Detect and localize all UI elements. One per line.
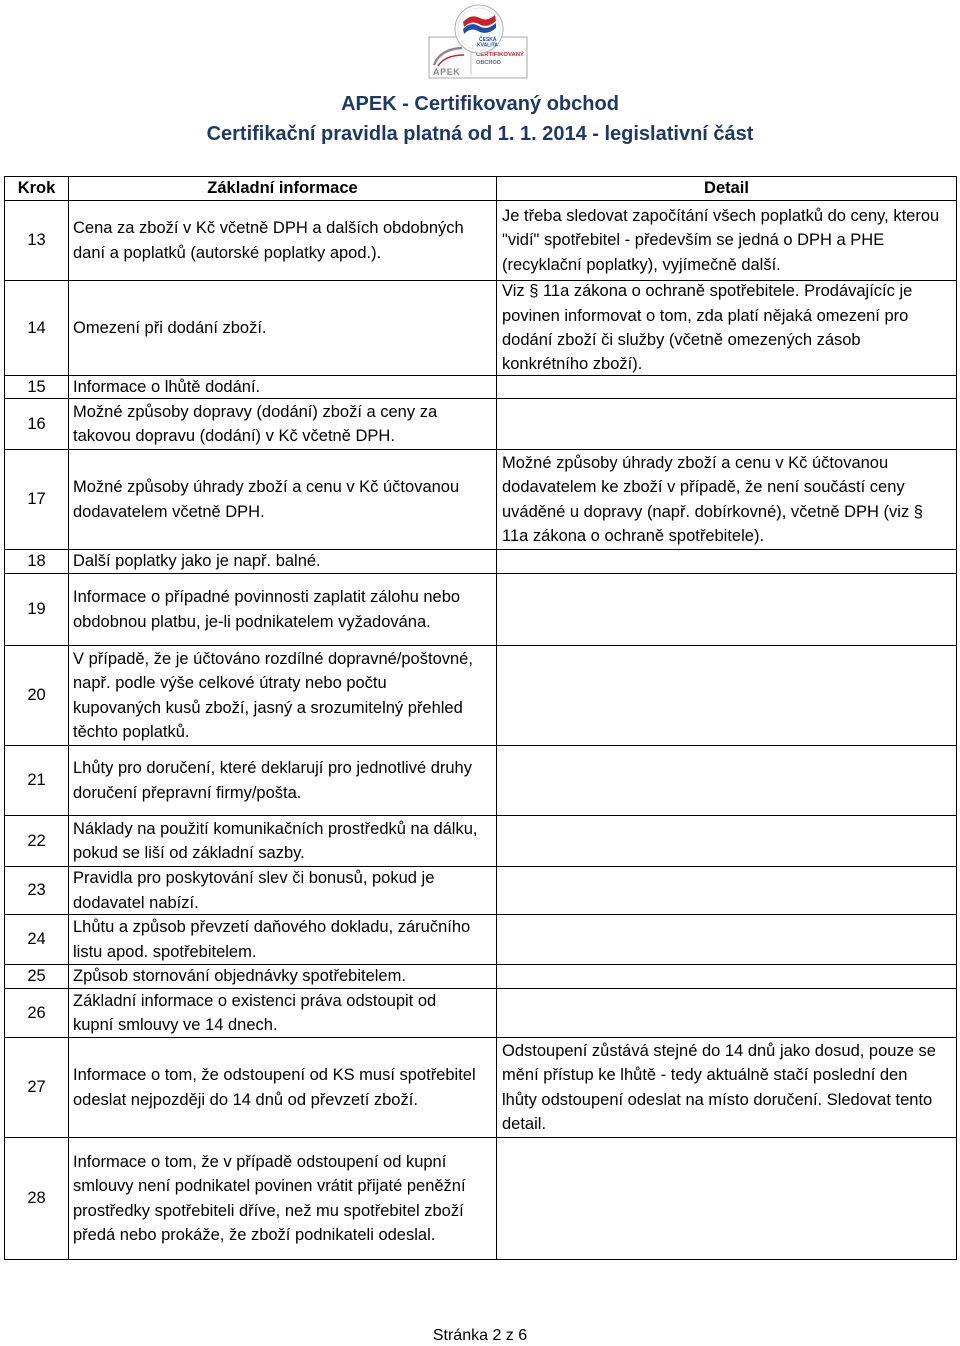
table-header-row [5, 177, 956, 201]
basic-info-cell [69, 574, 497, 645]
basic-info-cell [69, 965, 497, 988]
logo-badge-line1: CERTIFIKOVANÝ [476, 52, 522, 58]
step-number: 17 [27, 490, 46, 509]
step-number: 14 [27, 318, 46, 337]
step-cell [5, 281, 69, 375]
step-cell [5, 550, 69, 573]
step-cell [5, 646, 69, 745]
table-row [5, 450, 956, 550]
basic-info-cell [69, 201, 497, 280]
step-number: 28 [27, 1189, 46, 1208]
step-number: 22 [27, 831, 46, 850]
basic-info-text: Cena za zboží v Kč včetně DPH a dalších obdobných daní a poplatků (autorské poplatky apod.). [73, 219, 464, 262]
step-cell [5, 746, 69, 815]
detail-cell [497, 1138, 956, 1259]
basic-info-cell [69, 646, 497, 745]
table-row [5, 550, 956, 574]
step-number: 19 [27, 600, 46, 619]
document-subtitle: Certifikační pravidla platná od 1. 1. 2014 - legislativní část [206, 123, 754, 145]
detail-cell [497, 915, 956, 964]
detail-cell [497, 816, 956, 866]
table-row [5, 1138, 956, 1259]
basic-info-cell [69, 746, 497, 815]
document-title: APEK - Certifikovaný obchod [341, 93, 619, 115]
basic-info-cell [69, 867, 497, 914]
basic-info-cell [69, 550, 497, 573]
detail-cell [497, 281, 956, 375]
step-number: 24 [27, 930, 46, 949]
table-row [5, 1038, 956, 1138]
basic-info-cell [69, 816, 497, 866]
detail-cell [497, 376, 956, 398]
detail-cell [497, 646, 956, 745]
basic-info-text: Pravidla pro poskytování slev či bonusů, pokud je dodavatel nabízí. [73, 869, 435, 912]
basic-info-cell [69, 915, 497, 964]
step-cell [5, 1138, 69, 1259]
basic-info-cell [69, 1038, 497, 1137]
detail-cell [497, 574, 956, 645]
detail-cell [497, 1038, 956, 1137]
basic-info-text: Informace o tom, že v případě odstoupení od kupní smlouvy není podnikatel povinen vrátit přijaté peněžní prostředky spotřebiteli dříve, než mu spotřebitel zboží předá nebo prokáže, že zboží podnikateli odeslal. [73, 1152, 466, 1244]
table-row [5, 965, 956, 989]
basic-info-text: Náklady na použití komunikačních prostředků na dálku, pokud se liší od základní sazby. [73, 819, 478, 862]
basic-info-text: Informace o případné povinnosti zaplatit zálohu nebo obdobnou platbu, je-li podnikatelem vyžadována. [73, 588, 461, 631]
basic-info-cell [69, 1138, 497, 1259]
step-number: 21 [27, 771, 46, 790]
detail-cell [497, 746, 956, 815]
basic-info-text: Informace o lhůtě dodání. [73, 377, 261, 396]
step-cell [5, 1038, 69, 1137]
table-row [5, 746, 956, 816]
detail-cell [497, 965, 956, 988]
basic-info-text: V případě, že je účtováno rozdílné dopravné/poštovné, např. podle výše celkové útraty nebo počtu kupovaných kusů zboží, jasný a srozumitelný přehled těchto poplatků. [73, 649, 473, 741]
basic-info-text: Způsob stornování objednávky spotřebitelem. [73, 967, 406, 986]
basic-info-text: Možné způsoby dopravy (dodání) zboží a ceny za takovou dopravu (dodání) v Kč včetně DPH. [73, 402, 438, 445]
step-number: 16 [27, 414, 46, 433]
basic-info-text: Informace o tom, že odstoupení od KS musí spotřebitel odeslat nejpozději do 14 dnů od převzetí zboží. [73, 1066, 476, 1109]
step-number: 27 [27, 1078, 46, 1097]
detail-cell [497, 450, 956, 549]
table-row [5, 574, 956, 646]
step-number: 18 [27, 552, 46, 571]
detail-cell [497, 989, 956, 1037]
basic-info-text: Omezení při dodání zboží. [73, 318, 267, 337]
table-row [5, 646, 956, 746]
basic-info-cell [69, 281, 497, 375]
table-row [5, 281, 956, 376]
table-row [5, 816, 956, 867]
step-cell [5, 816, 69, 866]
step-number: 25 [27, 967, 46, 986]
basic-info-text: Další poplatky jako je např. balné. [73, 552, 321, 571]
step-cell [5, 201, 69, 280]
detail-cell [497, 399, 956, 449]
header-detail: Detail [704, 179, 749, 198]
basic-info-cell [69, 399, 497, 449]
table-row [5, 867, 956, 915]
step-cell [5, 376, 69, 398]
table-row [5, 376, 956, 399]
step-cell [5, 574, 69, 645]
step-number: 23 [27, 881, 46, 900]
step-number: 13 [27, 231, 46, 250]
basic-info-cell [69, 376, 497, 398]
rules-table [4, 176, 957, 1260]
step-number: 20 [27, 686, 46, 705]
basic-info-text: Lhůtu a způsob převzetí daňového dokladu, záručního listu apod. spotřebitelem. [73, 918, 471, 961]
step-cell [5, 450, 69, 549]
logo-apek-text: APEK [433, 67, 461, 77]
detail-text: Je třeba sledovat započítání všech poplatků do ceny, kterou "vidí" spotřebitel - především se jedná o DPH a PHE (recyklační poplatky), vyjímečně další. [502, 207, 940, 274]
detail-cell [497, 550, 956, 573]
apek-certified-shop-logo [425, 2, 535, 82]
logo-badge-line2: OBCHOD [476, 60, 501, 66]
header-basic-info: Základní informace [69, 177, 497, 200]
table-row [5, 399, 956, 450]
detail-text: Možné způsoby úhrady zboží a cenu v Kč účtovanou dodavatelem ke zboží v případě, že není součástí ceny uváděné u dopravy (např. dobírkovné), včetně DPH (viz § 11a zákona o ochraně spotřebitele). [502, 453, 923, 545]
step-cell [5, 867, 69, 914]
logo-quality-line1: ČESKÁ [479, 37, 497, 43]
basic-info-text: Možné způsoby úhrady zboží a cenu v Kč účtovanou dodavatelem včetně DPH. [73, 478, 460, 521]
table-row [5, 915, 956, 965]
basic-info-text: Základní informace o existenci práva odstoupit od kupní smlouvy ve 14 dnech. [73, 991, 437, 1034]
step-cell [5, 915, 69, 964]
page-number: Stránka 2 z 6 [432, 1327, 528, 1344]
step-cell [5, 989, 69, 1037]
table-row [5, 201, 956, 281]
detail-text: Odstoupení zůstává stejné do 14 dnů jako dosud, pouze se mění přístup ke lhůtě - tedy aktuálně stačí poslední den lhůty odstoupení odeslat na místo doručení. Sledovat tento detail. [502, 1041, 936, 1133]
basic-info-cell [69, 450, 497, 549]
table-row [5, 989, 956, 1038]
basic-info-cell [69, 989, 497, 1037]
step-cell [5, 399, 69, 449]
step-cell [5, 965, 69, 988]
step-number: 15 [27, 377, 46, 396]
step-number: 26 [27, 1003, 46, 1022]
detail-text: Viz § 11a zákona o ochraně spotřebitele. Prodávajícíc je povinen informovat o tom, zda platí nějaká omezení pro dodání zboží či služby (včetně omezených zásob konkrétního zboží). [502, 282, 913, 374]
detail-cell [497, 867, 956, 914]
logo-quality-line2: KVALITA [477, 42, 498, 49]
detail-cell [497, 201, 956, 280]
header-step: Krok [5, 177, 69, 200]
basic-info-text: Lhůty pro doručení, které deklarují pro jednotlivé druhy doručení přepravní firmy/pošta. [73, 759, 472, 802]
